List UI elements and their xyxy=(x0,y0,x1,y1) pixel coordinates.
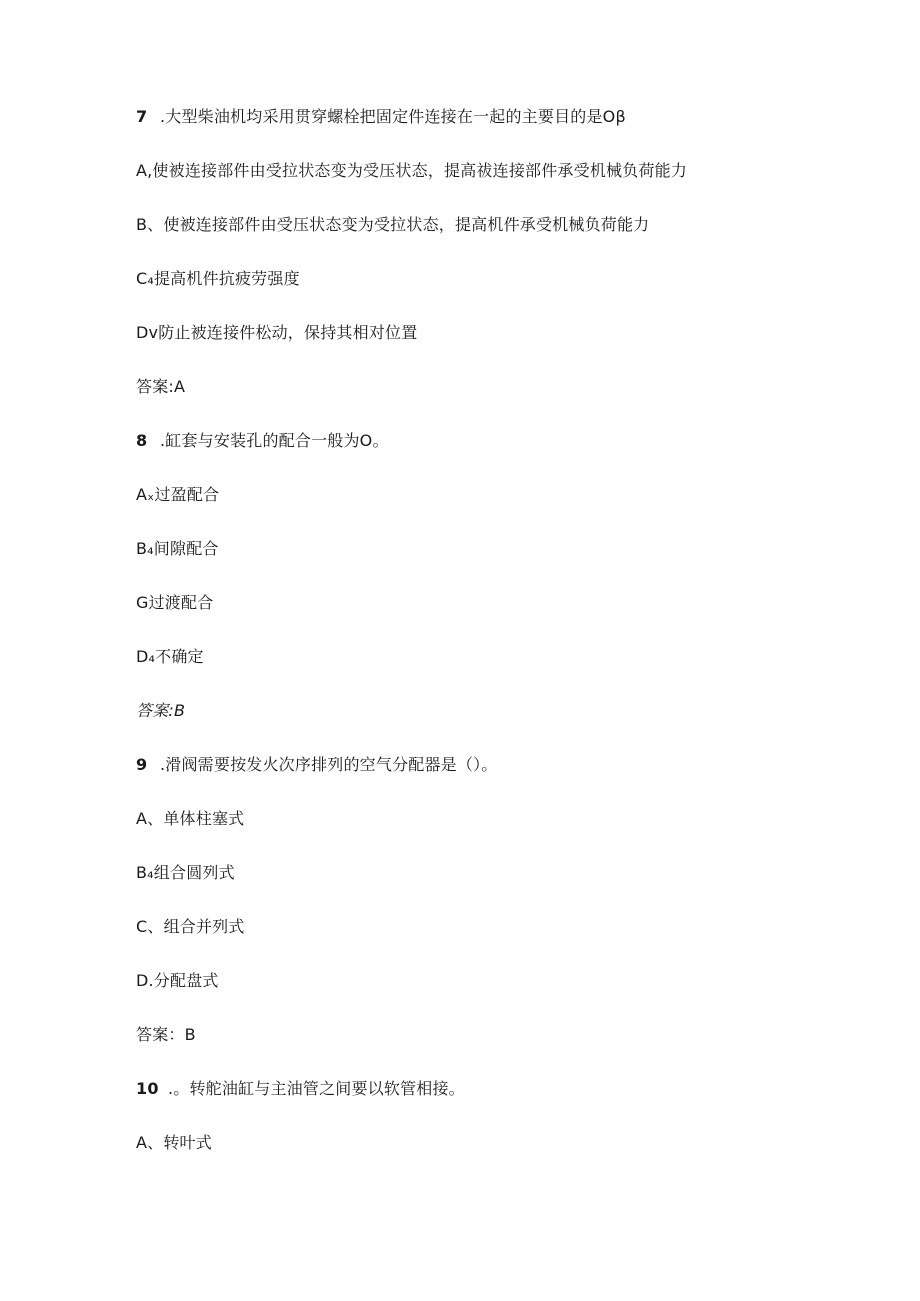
answer: 答案:B xyxy=(136,701,186,720)
option-c: G过渡配合 xyxy=(136,593,214,612)
question-7-stem xyxy=(136,106,626,128)
question-number: 9 xyxy=(136,755,148,774)
option-a: A、单体柱塞式 xyxy=(136,809,245,828)
option-c: C、组合并列式 xyxy=(136,917,245,936)
option-a: Aₓ过盈配合 xyxy=(136,485,220,504)
option-d: D₄不确定 xyxy=(136,647,204,666)
option-d: D.分配盘式 xyxy=(136,971,219,990)
question-text: .滑阀需要按发火次序排列的空气分配器是（）。 xyxy=(160,755,498,774)
option-c: C₄提高机件抗疲劳强度 xyxy=(136,269,300,288)
answer: 答案:A xyxy=(136,377,186,396)
question-text: .。转舵油缸与主油管之间要以软管相接。 xyxy=(168,1079,465,1098)
option-b: B₄组合圆列式 xyxy=(136,863,235,882)
option-b: B₄间隙配合 xyxy=(136,539,219,558)
question-9-stem xyxy=(136,754,498,776)
question-number: 8 xyxy=(136,431,148,450)
option-a: A、转叶式 xyxy=(136,1133,212,1152)
question-text: .大型柴油机均采用贯穿螺栓把固定件连接在一起的主要目的是Oβ xyxy=(160,107,626,126)
option-b: B、使被连接部件由受压状态变为受拉状态，提高机件承受机械负荷能力 xyxy=(136,215,650,234)
option-d: Dv防止被连接件松动，保持其相对位置 xyxy=(136,323,418,342)
question-number: 7 xyxy=(136,107,148,126)
question-10-stem xyxy=(136,1078,465,1100)
question-text: .缸套与安装孔的配合一般为O。 xyxy=(160,431,389,450)
question-number: 10 xyxy=(136,1079,159,1098)
question-8-stem xyxy=(136,430,389,452)
option-a: A,使被连接部件由受拉状态变为受压状态，提高祓连接部件承受机械负荷能力 xyxy=(136,161,688,180)
answer: 答案：B xyxy=(136,1025,196,1044)
